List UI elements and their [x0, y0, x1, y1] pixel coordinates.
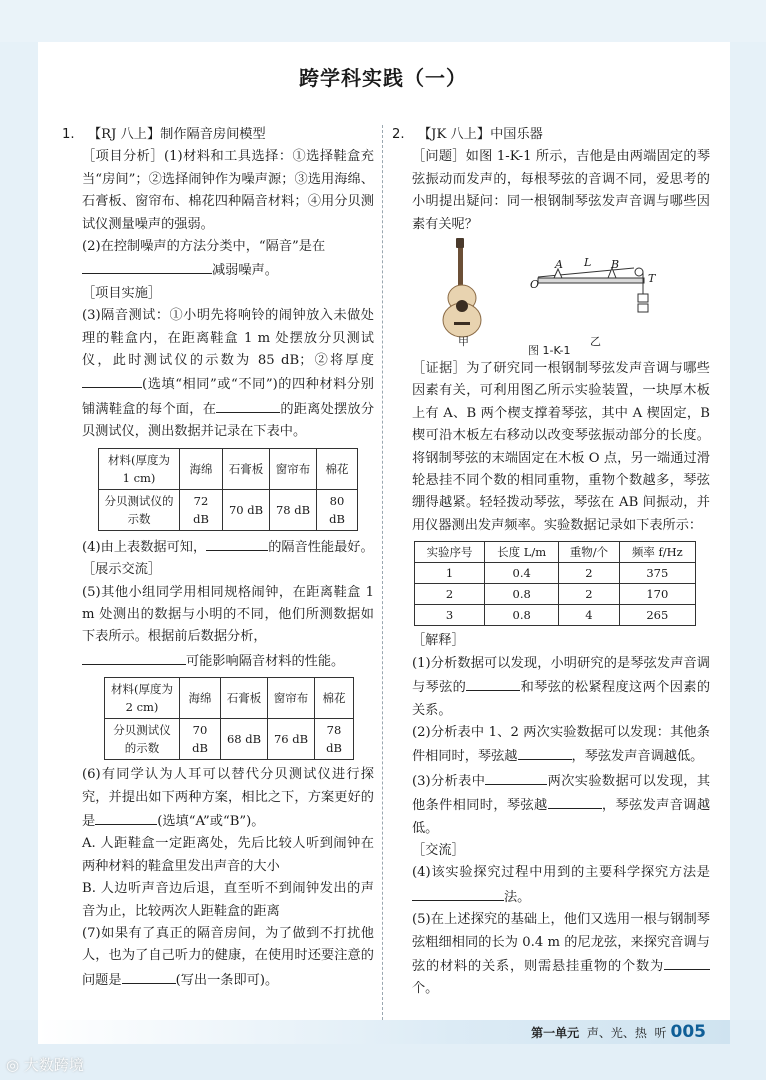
- top-band: [0, 0, 766, 42]
- q1-p2b: 减弱噪声。: [212, 263, 278, 279]
- footer-topic: 声、光、热: [586, 1026, 647, 1040]
- q2-e1a: (1)分析数据可以发现，小明研究的是琴弦发声音调与琴弦的: [412, 655, 710, 696]
- t3-r0c3: 375: [619, 563, 695, 584]
- t1-h3: 窗帘布: [270, 448, 317, 489]
- q2-number: 2.: [392, 127, 405, 142]
- q1-option-b: B. 人边听声音边后退，直至听不到闹钟发出的声音为止，比较两次人距鞋盒的距离: [82, 881, 374, 919]
- q1-p3c: 的距离处摆放分贝测试仪，测出数据并记录在下表中。: [82, 401, 375, 440]
- q1-p3b: (选填“相同”或“不同”)的四种材料分别铺满鞋盒的每个面，在: [82, 377, 374, 417]
- fig-caption: 图 1-K-1: [528, 344, 571, 358]
- q1-blank-7[interactable]: [122, 968, 176, 984]
- t2-r0: 分贝测试仪的示数: [105, 719, 180, 760]
- q2-question-label: ［问题］: [412, 149, 466, 165]
- t2-h1: 海绵: [180, 678, 221, 719]
- watermark-logo: [6, 1054, 84, 1075]
- q1-analysis-text: (1)材料和工具选择：①选择鞋盒充当“房间”；②选择闹钟作为噪声源；③选用海绵、石膏板、窗帘布、棉花四种隔音材料；④用分贝测试仪测量噪声的强弱。: [82, 149, 374, 232]
- q2-blank-3b[interactable]: [548, 793, 602, 809]
- q1-p2a: (2)在控制噪声的方法分类中，“隔音”是在: [82, 239, 326, 255]
- q1-share-label: ［展示交流］: [82, 562, 162, 578]
- fig-letter-b: B: [611, 258, 620, 272]
- t3-r2c1: 0.8: [485, 605, 559, 626]
- t1-r1: 72 dB: [180, 489, 223, 530]
- t2-h3: 窗帘布: [268, 678, 315, 719]
- question-1: [62, 124, 374, 992]
- q1-number: 1.: [62, 127, 75, 142]
- t2-r4: 78 dB: [315, 719, 354, 760]
- q2-evidence-label: ［证据］: [412, 361, 467, 377]
- q1-table-2: [104, 677, 354, 760]
- q2-blank-1[interactable]: [466, 675, 520, 691]
- t3-h1: 长度 L/m: [485, 542, 559, 563]
- t3-r0c1: 0.4: [485, 563, 559, 584]
- q2-table: [414, 541, 696, 626]
- footer-sub: 听: [654, 1026, 667, 1040]
- t2-r1: 70 dB: [180, 719, 221, 760]
- question-2: [392, 124, 710, 1001]
- t1-r3: 78 dB: [270, 489, 317, 530]
- q2-x5b: 个。: [412, 981, 439, 997]
- t1-r2: 70 dB: [223, 489, 270, 530]
- footer-unit: 第一单元: [531, 1026, 580, 1040]
- t1-h4: 棉花: [317, 448, 358, 489]
- figure-1-k-1: [412, 236, 710, 358]
- q1-blank-4[interactable]: [206, 535, 268, 551]
- q2-x4a: (4)该实验探究过程中用到的主要科学探究方法是: [412, 865, 710, 881]
- q2-explain-label: ［解释］: [412, 633, 465, 649]
- q1-table-1: [98, 448, 358, 531]
- q2-evidence-text: 为了研究同一根钢制琴弦发声音调与哪些因素有关，可利用图乙所示实验装置，一块厚木板上有 A、B 两个楔支撑着琴弦，其中 A 楔固定，B 楔可沿木板左右移动以改变琴弦振动部分的长度。将钢制琴弦的末端固定在木板 O 点，另一端通过滑轮悬挂不同个数的相同重物，重物个数越多，琴弦绷得越紧。轻轻拨动琴弦，琴弦在 AB 间振动，并用仪器测出发声频率。实验数据记录如下表所示：: [412, 361, 710, 533]
- t3-r2c0: 3: [415, 605, 485, 626]
- fig-letter-o: O: [530, 278, 540, 292]
- fig-letter-a: A: [555, 258, 563, 272]
- q1-blank-5[interactable]: [82, 649, 186, 665]
- page-number: 005: [670, 1022, 706, 1042]
- t1-r4: 80 dB: [317, 489, 358, 530]
- t2-h2: 石膏板: [221, 678, 268, 719]
- guitar-icon: [443, 238, 481, 337]
- t3-r0c2: 2: [559, 563, 619, 584]
- q2-e3c: ，琴弦发声音调越低。: [412, 798, 711, 836]
- q2-e3b: 两次实验数据可以发现，其他条件相同时，琴弦越: [412, 773, 711, 814]
- q2-blank-2[interactable]: [518, 744, 572, 760]
- t3-r0c0: 1: [415, 563, 485, 584]
- fig-label-yi: 乙: [590, 335, 601, 349]
- q1-option-a: A. 人距鞋盒一定距离处，先后比较人听到闹钟在两种材料的鞋盒里发出声音的大小: [82, 836, 374, 874]
- q1-p4b: 的隔音性能最好。: [268, 539, 374, 555]
- t1-r0: 分贝测试仪的示数: [99, 489, 180, 530]
- q1-p5a: (5)其他小组同学用相同规格闹钟，在距离鞋盒 1 m 处测出的数据与小明的不同，他们所测数据如下表所示。根据前后数据分析，: [82, 584, 374, 645]
- t2-r2: 68 dB: [221, 719, 268, 760]
- q2-e2a: (2)分析表中 1、2 两次实验数据可以发现：其他条件相同时，琴弦越: [412, 724, 710, 765]
- q1-p7b: (写出一条即可)。: [175, 972, 279, 988]
- q2-e3a: (3)分析表中: [412, 773, 486, 789]
- t3-r1c3: 170: [619, 584, 695, 605]
- q1-p3a: (3)隔音测试：①小明先将响铃的闹钟放入未做处理的鞋盒内，在距离鞋盒 1 m 处摆放分贝测试仪，此时测试仪的示数为 85 dB；②将厚度: [82, 308, 374, 369]
- q2-question-text: 如图 1-K-1 所示，吉他是由两端固定的琴弦振动而发声的，每根琴弦的音调不同，爱思考的小明提出疑问：同一根钢制琴弦发声音调与哪些因素有关呢？: [412, 149, 711, 232]
- q2-e2b: ，琴弦发声音调越低。: [571, 749, 704, 765]
- q2-blank-4[interactable]: [412, 885, 504, 901]
- t3-r1c2: 2: [559, 584, 619, 605]
- q2-blank-3a[interactable]: [485, 769, 547, 785]
- q1-header: 【RJ 八上】制作隔音房间模型: [88, 127, 266, 142]
- q1-p6a: (6)有同学认为人耳可以替代分贝测试仪进行探究，并提出如下两种方案，相比之下，方案更好的是: [82, 767, 374, 829]
- fig-letter-t: T: [648, 272, 656, 286]
- q1-blank-3b[interactable]: [216, 397, 280, 413]
- q1-p4a: (4)由上表数据可知，: [82, 539, 207, 555]
- t1-h0: 材料(厚度为 1 cm): [99, 448, 180, 489]
- q1-blank-6[interactable]: [95, 809, 157, 825]
- t3-h3: 频率 f/Hz: [619, 542, 695, 563]
- q1-blank-2[interactable]: [82, 258, 212, 274]
- page-title: 跨学科实践（一）: [299, 66, 467, 90]
- watermark-icon: ◎: [6, 1056, 24, 1074]
- t2-r3: 76 dB: [268, 719, 315, 760]
- q1-p6b: (选填“A”或“B”)。: [157, 813, 265, 829]
- t3-r1c0: 2: [415, 584, 485, 605]
- q1-p5b: 可能影响隔音材料的性能。: [186, 653, 345, 669]
- t2-h4: 棉花: [315, 678, 354, 719]
- t1-h1: 海绵: [180, 448, 223, 489]
- fig-letter-l: L: [584, 256, 592, 270]
- q1-blank-3a[interactable]: [82, 372, 142, 388]
- t1-h2: 石膏板: [223, 448, 270, 489]
- q2-e1b: 和琴弦的松紧程度这两个因素的关系。: [412, 680, 711, 718]
- q1-impl-label: ［项目实施］: [82, 285, 162, 301]
- t2-h0: 材料(厚度为 2 cm): [105, 678, 180, 719]
- t3-h0: 实验序号: [415, 542, 485, 563]
- q2-header: 【JK 八上】中国乐器: [418, 127, 543, 142]
- fig-label-jia: 甲: [458, 335, 469, 349]
- t3-r2c2: 4: [559, 605, 619, 626]
- t3-r1c1: 0.8: [485, 584, 559, 605]
- q2-blank-5[interactable]: [664, 954, 710, 970]
- q2-x5a: (5)在上述探究的基础上，他们又选用一根与钢制琴弦粗细相同的长为 0.4 m 的尼龙弦，来探究音调与弦的材料的关系，则需悬挂重物的个数为: [412, 912, 710, 974]
- q2-x4b: 法。: [504, 889, 531, 905]
- q2-exchange-label: ［交流］: [412, 842, 465, 858]
- t3-r2c3: 265: [619, 605, 695, 626]
- t3-h2: 重物/个: [559, 542, 619, 563]
- q1-p7a: (7)如果有了真正的隔音房间，为了做到不打扰他人，也为了自己听力的健康，在使用时还要注意的问题是: [82, 925, 374, 988]
- watermark-text: 大数跨境: [23, 1056, 84, 1074]
- page-footer: [531, 1022, 706, 1042]
- q1-analysis-label: ［项目分析］: [82, 149, 164, 165]
- column-divider: [382, 125, 383, 1020]
